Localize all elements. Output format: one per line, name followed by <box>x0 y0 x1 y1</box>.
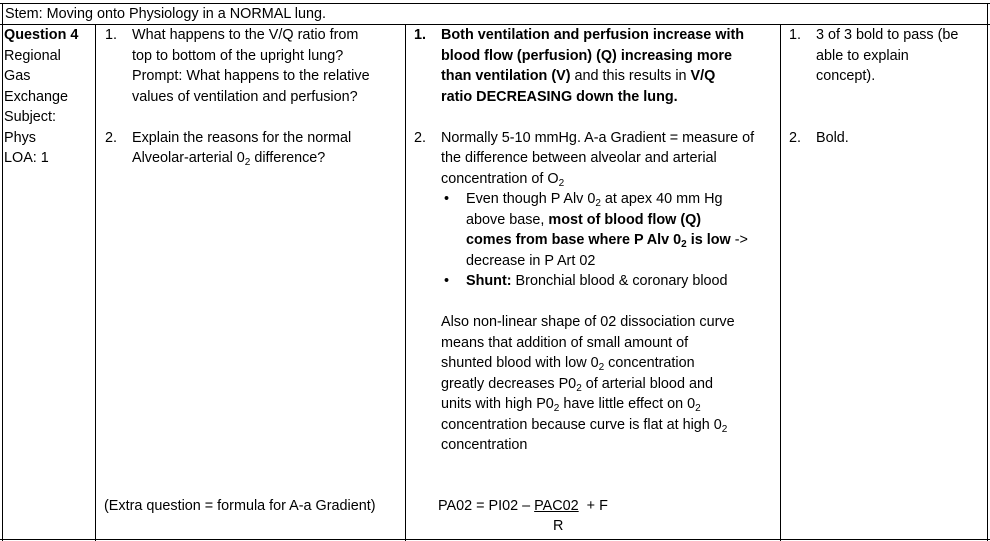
question-line: Prompt: What happens to the relative <box>132 68 370 84</box>
table-border-bottom <box>0 539 990 540</box>
criteria-item-number: 2. <box>789 129 802 146</box>
answer-line: the difference between alveolar and arterial <box>441 150 717 166</box>
subject-value: Phys <box>4 129 36 146</box>
topic-line: Exchange <box>4 88 69 105</box>
answer-line: Normally 5-10 mmHg. A-a Gradient = measure of <box>441 129 755 146</box>
answer-line: ratio DECREASING down the lung. <box>441 88 678 105</box>
question-line: Explain the reasons for the normal <box>132 129 352 146</box>
question-line: What happens to the V/Q ratio from <box>132 27 359 43</box>
answer-line: concentration of $O_2$ <box>441 170 565 189</box>
question-item-number: 2. <box>105 129 118 146</box>
table-border-right <box>987 3 988 541</box>
column-divider-1 <box>95 24 96 541</box>
formula-tail: + F <box>578 498 608 514</box>
question-line: Alveolar-arterial $0_2$ difference? <box>132 150 326 168</box>
answer-line: blood flow (perfusion) (Q) increasing more <box>441 47 733 64</box>
bullet-item: • Even though P Alv $0_2$ at apex 40 mm Hg above base, most of blood flow (Q) comes from base where P Alv $0_2$ is low -> decrease in P Art 02 <box>444 191 748 269</box>
loa-label: LOA: 1 <box>4 150 49 166</box>
bullet-icon: • <box>444 191 450 207</box>
formula-lhs: PA02 = PI02 – <box>438 498 535 514</box>
question-item-number: 1. <box>105 27 118 43</box>
formula-numerator: PAC02 <box>534 498 579 514</box>
column-divider-2 <box>405 24 406 541</box>
criteria-item: 1. 3 of 3 bold to pass (be able to explain concept). <box>789 27 959 84</box>
topic-line: Regional <box>4 47 61 64</box>
answer-item-2 <box>414 128 769 456</box>
stem-text: Stem: Moving onto Physiology in a NORMAL lung. <box>5 6 327 22</box>
dissociation-paragraph: Also non-linear shape of 02 dissociation curve means that addition of small amount of shunted blood with low $0_2$ concentration greatly decreases $P0_2$ of arterial blood and units with high $P0_2$ have little effect on $0_2$ concentration because curve is flat at high $0_2$ concentration <box>441 314 735 453</box>
criteria-item-number: 1. <box>789 27 802 43</box>
answer-item-number: 2. <box>414 129 427 146</box>
answer-item-number: 1. <box>414 27 427 43</box>
criteria-item: 2. Bold. <box>789 128 984 149</box>
question-line: top to bottom of the upright lung? <box>132 47 344 64</box>
extra-question: (Extra question = formula for A-a Gradient) <box>104 498 376 514</box>
aa-gradient-formula <box>438 496 608 534</box>
table-border-left <box>2 3 3 541</box>
topic-line: Gas <box>4 68 31 84</box>
question-item <box>105 25 400 107</box>
question-meta <box>4 25 94 169</box>
question-line: values of ventilation and perfusion? <box>132 88 358 105</box>
answer-item-1 <box>414 25 769 107</box>
answer-line: Both ventilation and perfusion increase with <box>441 27 745 43</box>
bullet-item: • Shunt: Bronchial blood & coronary blood <box>441 271 769 292</box>
question-number: Question 4 <box>4 27 79 43</box>
formula-denominator: R <box>553 518 564 534</box>
criteria-column <box>789 25 984 148</box>
questions-column <box>105 25 400 169</box>
column-divider-3 <box>780 24 781 541</box>
answers-column <box>414 25 769 456</box>
answer-line: than ventilation (V) and this results in V/Q <box>441 68 716 84</box>
subject-label: Subject: <box>4 109 56 125</box>
question-item <box>105 128 400 169</box>
bullet-icon: • <box>444 273 450 289</box>
